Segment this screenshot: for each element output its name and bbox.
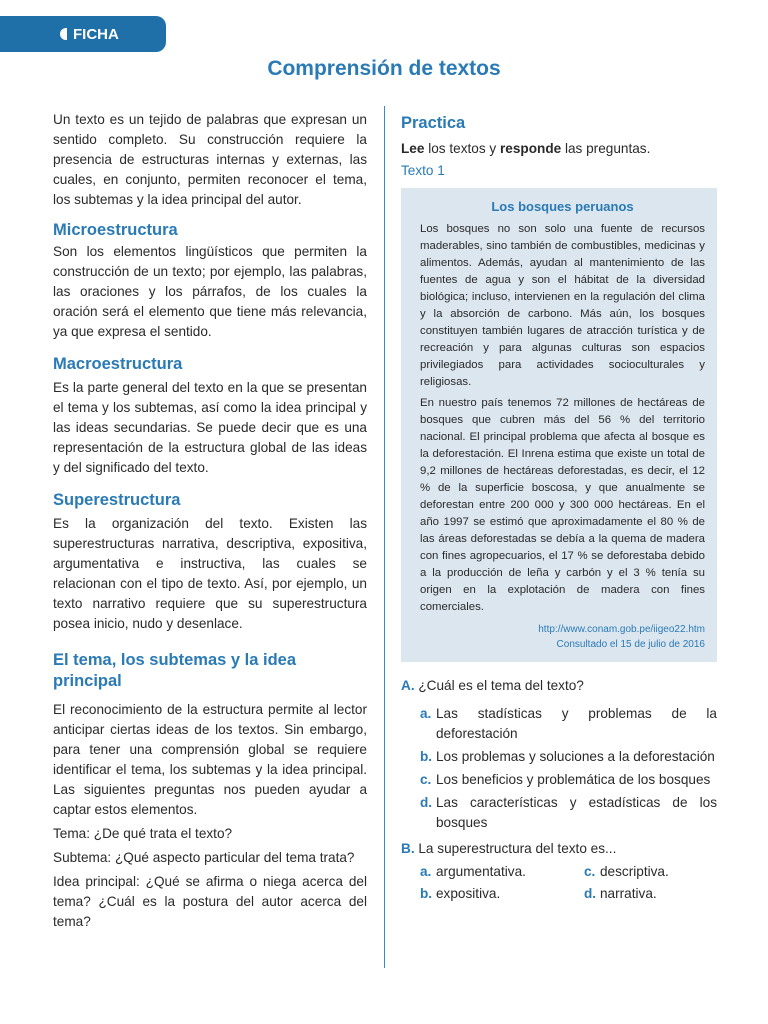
option-item[interactable] [420, 747, 717, 767]
question-tema: Tema: ¿De qué trata el texto? [53, 826, 233, 841]
question-letter: A. [401, 678, 415, 693]
superestructura-text: Es la organización del texto. Existen las superestructuras narrativa, descriptiva, expositiva, argumentativa e instructiva, las cuales se relacionan con el tipo de texto. Así, por ejemplo, un texto narrativo requiere que su superestructura posea inicio, nudo y desenlace. [53, 516, 367, 631]
column-divider [384, 106, 385, 968]
option-letter: b. [420, 886, 433, 901]
reading-text-box [401, 188, 717, 662]
tema-heading: El tema, los subtemas y la idea principal [53, 651, 297, 690]
option-letter: a. [420, 706, 432, 721]
tema-text: El reconocimiento de la estructura permite al lector anticipar ciertas ideas de los textos. Sin embargo, para tener una comprensión global se requiere identificar el tema, los subtemas y la idea principal. Las siguientes preguntas nos pueden ayudar a captar estos elementos. [53, 702, 367, 817]
option-text: expositiva. [436, 886, 501, 901]
option-item[interactable] [420, 862, 584, 882]
option-item[interactable] [584, 862, 724, 882]
question-idea-principal: Idea principal: ¿Qué se afirma o niega acerca del tema? ¿Cuál es la postura del autor acerca del tema? [53, 874, 367, 929]
instruction-mid: los textos y [424, 141, 500, 156]
source-citation [420, 622, 705, 652]
option-item[interactable] [584, 884, 724, 904]
option-text: Las stadísticas y problemas de la deforestación [436, 706, 717, 741]
source-url: http://www.conam.gob.pe/iigeo22.htm [538, 624, 705, 635]
option-item[interactable] [420, 770, 717, 790]
theory-column [53, 110, 367, 936]
question-subtema: Subtema: ¿Qué aspecto particular del tema trata? [53, 850, 355, 865]
section-tab [0, 16, 166, 52]
reading-paragraph-2: En nuestro país tenemos 72 millones de hectáreas de bosques que cubren más del 56 % del territorio nacional. El principal problema que afecta al bosque es la deforestación. El Inrena estima que existe un total de 9,2 millones de hectáreas deforestadas, es decir, el 12 % de la superficie boscosa, y que anualmente se deforestan entre 200 000 y 300 000 hectáreas. En el año 1997 se estimó que aproximadamente el 80 % de las áreas deforestadas se debía a la quema de madera con fines agropecuarios, el 17 % se deforestaba debido a la producción de leña y carbón y el 3 % tenía su origen en la explotación de madera con fines comerciales. [420, 397, 705, 613]
option-letter: b. [420, 749, 433, 764]
texto-label: Texto 1 [401, 163, 445, 178]
instruction [401, 139, 717, 159]
option-letter: a. [420, 864, 432, 879]
microestructura-text: Son los elementos lingüísticos que permiten la construcción de un texto; por ejemplo, las palabras, las oraciones y los párrafos, de los cuales la oración será el elemento que tiene más relevancia, ya que expresa el sentido. [53, 244, 367, 339]
option-text: Los problemas y soluciones a la deforestación [436, 749, 715, 764]
instruction-responde: responde [500, 141, 562, 156]
option-item[interactable] [420, 704, 717, 744]
option-item[interactable] [420, 793, 717, 833]
intro-paragraph: Un texto es un tejido de palabras que expresan un sentido completo. Su construcción requiere la presencia de estructuras internas y externas, las cuales, en conjunto, permiten reconocer el tema, los subtemas y la idea principal del autor. [53, 112, 367, 207]
option-letter: c. [584, 864, 596, 879]
option-letter: c. [420, 772, 432, 787]
source-date: Consultado el 15 de julio de 2016 [556, 639, 705, 650]
option-letter: d. [584, 886, 597, 901]
question-b-options [401, 862, 717, 904]
question-b [401, 839, 717, 859]
question-a [401, 676, 717, 696]
reading-title: Los bosques peruanos [491, 199, 634, 214]
macroestructura-heading: Macroestructura [53, 355, 183, 373]
reading-paragraph-1: Los bosques no son solo una fuente de recursos maderables, sino también de combustibles, medicinas y alimentos. Además, ayudan al mantenimiento de las fuentes de agua y son el hábitat de la diversidad biológica; incluso, intervienen en la regulación del clima y la absorción de carbono. Más aún, los bosques constituyen también lugares de atracción turística y de recreación y para algunas culturas son espacios privilegiados para actividades socioculturales y religiosas. [420, 223, 705, 388]
question-text: La superestructura del texto es... [418, 841, 617, 856]
option-text: Los beneficios y problemática de los bosques [436, 772, 711, 787]
practica-heading: Practica [401, 114, 466, 132]
question-letter: B. [401, 841, 415, 856]
option-letter: d. [420, 795, 433, 810]
option-text: Las características y estadísticas de los bosques [436, 795, 717, 830]
page-title: Comprensión de textos [267, 57, 501, 80]
half-circle-icon [60, 28, 67, 40]
option-text: argumentativa. [436, 864, 526, 879]
option-text: narrativa. [600, 886, 657, 901]
microestructura-heading: Microestructura [53, 221, 178, 239]
instruction-end: las preguntas. [561, 141, 651, 156]
question-text: ¿Cuál es el tema del texto? [418, 678, 584, 693]
option-text: descriptiva. [600, 864, 669, 879]
macroestructura-text: Es la parte general del texto en la que se presentan el tema y los subtemas, así como la idea principal y las ideas secundarias. Se puede decir que es una representación de la estructura global de las ideas y del significado del texto. [53, 380, 367, 475]
section-tab-label: FICHA [73, 25, 119, 43]
question-a-options [401, 704, 717, 833]
instruction-lee: Lee [401, 141, 425, 156]
practice-column [401, 113, 717, 904]
option-item[interactable] [420, 884, 584, 904]
superestructura-heading: Superestructura [53, 491, 181, 509]
